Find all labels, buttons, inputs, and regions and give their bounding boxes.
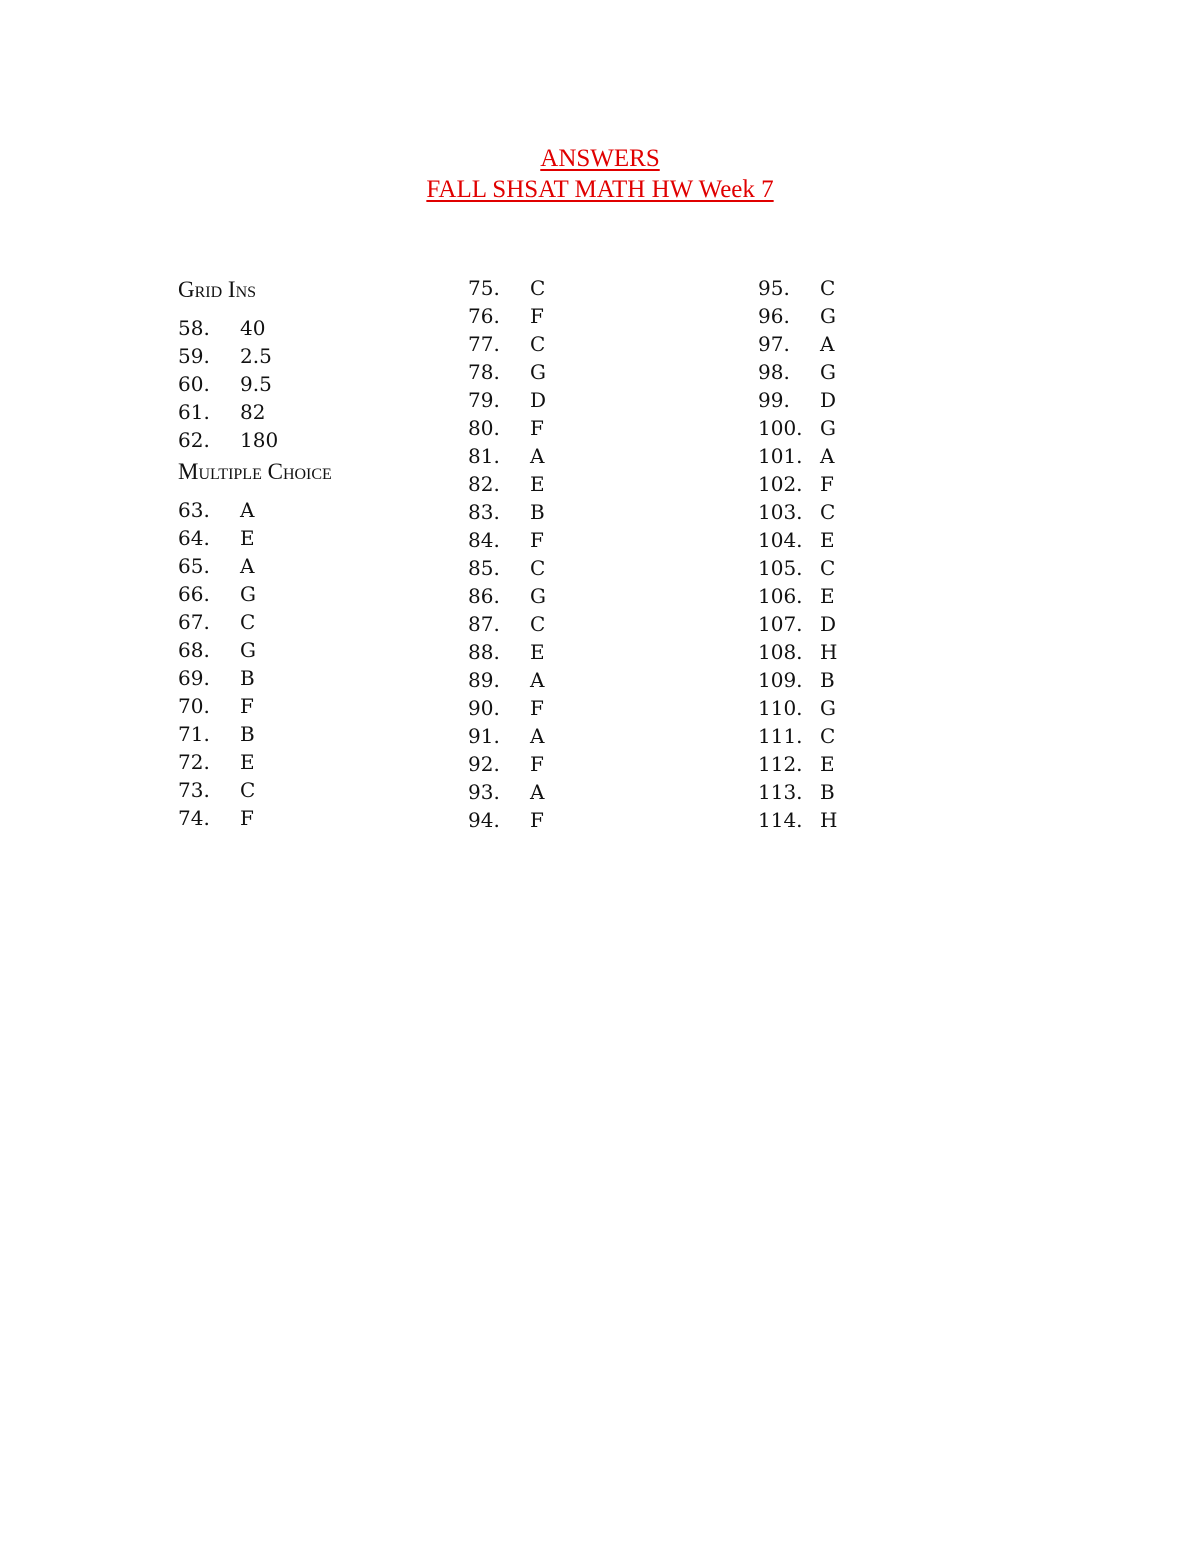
answer-value: H <box>820 808 838 832</box>
answer-value: A <box>530 780 545 804</box>
question-number: 110. <box>758 696 803 720</box>
question-number: 96. <box>758 304 790 328</box>
multiple-choice-heading: Multiple Choice <box>178 459 332 484</box>
answer-row <box>178 314 332 342</box>
answer-value: G <box>820 416 836 440</box>
question-number: 80. <box>468 416 500 440</box>
answer-row <box>758 302 837 330</box>
answer-row <box>178 804 332 832</box>
answer-row <box>468 778 546 806</box>
answer-row <box>178 524 332 552</box>
answer-row <box>758 442 837 470</box>
question-number: 84. <box>468 528 500 552</box>
answer-row <box>758 274 837 302</box>
answer-value: D <box>530 388 547 412</box>
answer-row <box>178 692 332 720</box>
answer-value: C <box>240 610 256 634</box>
question-number: 90. <box>468 696 500 720</box>
answer-row <box>178 776 332 804</box>
answer-row <box>178 370 332 398</box>
question-number: 91. <box>468 724 500 748</box>
question-number: 105. <box>758 556 803 580</box>
answer-row <box>178 608 332 636</box>
question-number: 68. <box>178 638 210 662</box>
question-number: 64. <box>178 526 210 550</box>
question-number: 102. <box>758 472 803 496</box>
answer-row <box>758 526 837 554</box>
answer-row <box>468 638 546 666</box>
question-number: 92. <box>468 752 500 776</box>
answer-value: F <box>240 694 254 718</box>
question-number: 111. <box>758 724 803 748</box>
answer-value: G <box>530 360 546 384</box>
page-subtitle: FALL SHSAT MATH HW Week 7 <box>426 176 774 203</box>
answer-value: A <box>530 668 545 692</box>
question-number: 74. <box>178 806 210 830</box>
answer-row <box>468 498 546 526</box>
question-number: 72. <box>178 750 210 774</box>
answer-row <box>468 414 546 442</box>
answer-value: C <box>530 612 546 636</box>
question-number: 79. <box>468 388 500 412</box>
question-number: 77. <box>468 332 500 356</box>
grid-ins-list <box>178 314 332 454</box>
answer-row <box>178 664 332 692</box>
question-number: 114. <box>758 808 803 832</box>
question-number: 61. <box>178 400 210 424</box>
answer-column-1 <box>178 276 332 832</box>
answer-row <box>468 722 546 750</box>
answer-value: 2.5 <box>240 344 272 368</box>
answer-row <box>758 582 837 610</box>
question-number: 62. <box>178 428 210 452</box>
answer-row <box>758 778 837 806</box>
answer-row <box>758 498 837 526</box>
answer-value: E <box>530 640 545 664</box>
question-number: 109. <box>758 668 803 692</box>
question-number: 106. <box>758 584 803 608</box>
answer-value: A <box>820 444 835 468</box>
answer-value: A <box>530 444 545 468</box>
question-number: 60. <box>178 372 210 396</box>
multiple-choice-list-1 <box>178 496 332 832</box>
question-number: 71. <box>178 722 210 746</box>
answer-row <box>468 330 546 358</box>
question-number: 101. <box>758 444 803 468</box>
answer-column-2 <box>468 274 546 834</box>
question-number: 107. <box>758 612 803 636</box>
question-number: 59. <box>178 344 210 368</box>
answer-value: H <box>820 640 838 664</box>
answer-column-3 <box>758 274 837 834</box>
question-number: 75. <box>468 276 500 300</box>
question-number: 67. <box>178 610 210 634</box>
answer-value: G <box>820 360 836 384</box>
grid-ins-heading: Grid Ins <box>178 277 257 302</box>
answer-value: A <box>530 724 545 748</box>
question-number: 85. <box>468 556 500 580</box>
answer-row <box>468 582 546 610</box>
answer-row <box>178 496 332 524</box>
multiple-choice-list-2 <box>468 274 546 834</box>
answer-row <box>468 610 546 638</box>
answer-value: E <box>820 528 835 552</box>
question-number: 89. <box>468 668 500 692</box>
answer-row <box>178 552 332 580</box>
question-number: 76. <box>468 304 500 328</box>
answer-row <box>758 722 837 750</box>
answer-value: 40 <box>240 316 266 340</box>
answer-row <box>178 342 332 370</box>
question-number: 69. <box>178 666 210 690</box>
answer-value: C <box>820 724 836 748</box>
answer-row <box>758 358 837 386</box>
answer-row <box>758 806 837 834</box>
answer-value: E <box>820 584 835 608</box>
answer-value: B <box>240 722 255 746</box>
answer-value: G <box>240 582 256 606</box>
multiple-choice-list-3 <box>758 274 837 834</box>
answer-value: G <box>820 304 836 328</box>
question-number: 95. <box>758 276 790 300</box>
question-number: 112. <box>758 752 803 776</box>
question-number: 83. <box>468 500 500 524</box>
question-number: 98. <box>758 360 790 384</box>
answer-value: A <box>240 498 255 522</box>
answer-row <box>758 330 837 358</box>
answer-row <box>178 720 332 748</box>
answer-value: C <box>820 556 836 580</box>
answer-row <box>468 554 546 582</box>
answer-value: A <box>240 554 255 578</box>
question-number: 97. <box>758 332 790 356</box>
question-number: 93. <box>468 780 500 804</box>
answer-value: G <box>530 584 546 608</box>
answer-row <box>468 302 546 330</box>
question-number: 86. <box>468 584 500 608</box>
question-number: 66. <box>178 582 210 606</box>
answer-row <box>178 580 332 608</box>
question-number: 81. <box>468 444 500 468</box>
answer-value: C <box>530 276 546 300</box>
answer-row <box>468 358 546 386</box>
answer-row <box>758 610 837 638</box>
answer-row <box>468 750 546 778</box>
answer-value: F <box>530 416 544 440</box>
question-number: 63. <box>178 498 210 522</box>
answer-value: E <box>240 750 255 774</box>
answer-value: C <box>530 556 546 580</box>
answer-row <box>758 470 837 498</box>
question-number: 103. <box>758 500 803 524</box>
answer-value: F <box>240 806 254 830</box>
answer-row <box>758 386 837 414</box>
answer-row <box>468 526 546 554</box>
question-number: 58. <box>178 316 210 340</box>
answer-value: 180 <box>240 428 279 452</box>
answer-row <box>758 638 837 666</box>
answer-row <box>758 666 837 694</box>
answer-value: F <box>530 528 544 552</box>
answer-value: F <box>530 304 544 328</box>
answer-value: C <box>820 276 836 300</box>
answer-value: G <box>820 696 836 720</box>
question-number: 87. <box>468 612 500 636</box>
question-number: 65. <box>178 554 210 578</box>
answer-row <box>758 554 837 582</box>
answer-row <box>468 442 546 470</box>
answer-value: D <box>820 388 837 412</box>
answer-value: G <box>240 638 256 662</box>
question-number: 73. <box>178 778 210 802</box>
answer-value: B <box>820 780 835 804</box>
answer-row <box>758 750 837 778</box>
answer-value: E <box>240 526 255 550</box>
answer-row <box>468 274 546 302</box>
answer-value: C <box>530 332 546 356</box>
answer-value: F <box>820 472 834 496</box>
answer-value: B <box>530 500 545 524</box>
answer-row <box>468 386 546 414</box>
question-number: 104. <box>758 528 803 552</box>
answer-value: B <box>240 666 255 690</box>
answer-value: E <box>530 472 545 496</box>
answer-row <box>758 694 837 722</box>
answer-row <box>178 636 332 664</box>
answer-value: 82 <box>240 400 266 424</box>
answer-value: F <box>530 808 544 832</box>
answer-row <box>758 414 837 442</box>
answer-value: A <box>820 332 835 356</box>
answer-value: E <box>820 752 835 776</box>
answer-value: F <box>530 696 544 720</box>
answer-value: 9.5 <box>240 372 272 396</box>
question-number: 94. <box>468 808 500 832</box>
answer-value: F <box>530 752 544 776</box>
question-number: 99. <box>758 388 790 412</box>
answer-row <box>178 426 332 454</box>
answer-row <box>468 694 546 722</box>
answer-row <box>178 748 332 776</box>
answer-value: B <box>820 668 835 692</box>
question-number: 88. <box>468 640 500 664</box>
question-number: 108. <box>758 640 803 664</box>
answer-row <box>468 470 546 498</box>
question-number: 113. <box>758 780 803 804</box>
question-number: 78. <box>468 360 500 384</box>
answer-row <box>468 806 546 834</box>
answer-row <box>178 398 332 426</box>
answer-value: C <box>820 500 836 524</box>
answer-value: D <box>820 612 837 636</box>
answer-value: C <box>240 778 256 802</box>
question-number: 70. <box>178 694 210 718</box>
page-title: ANSWERS <box>540 145 660 172</box>
question-number: 100. <box>758 416 803 440</box>
question-number: 82. <box>468 472 500 496</box>
answer-row <box>468 666 546 694</box>
